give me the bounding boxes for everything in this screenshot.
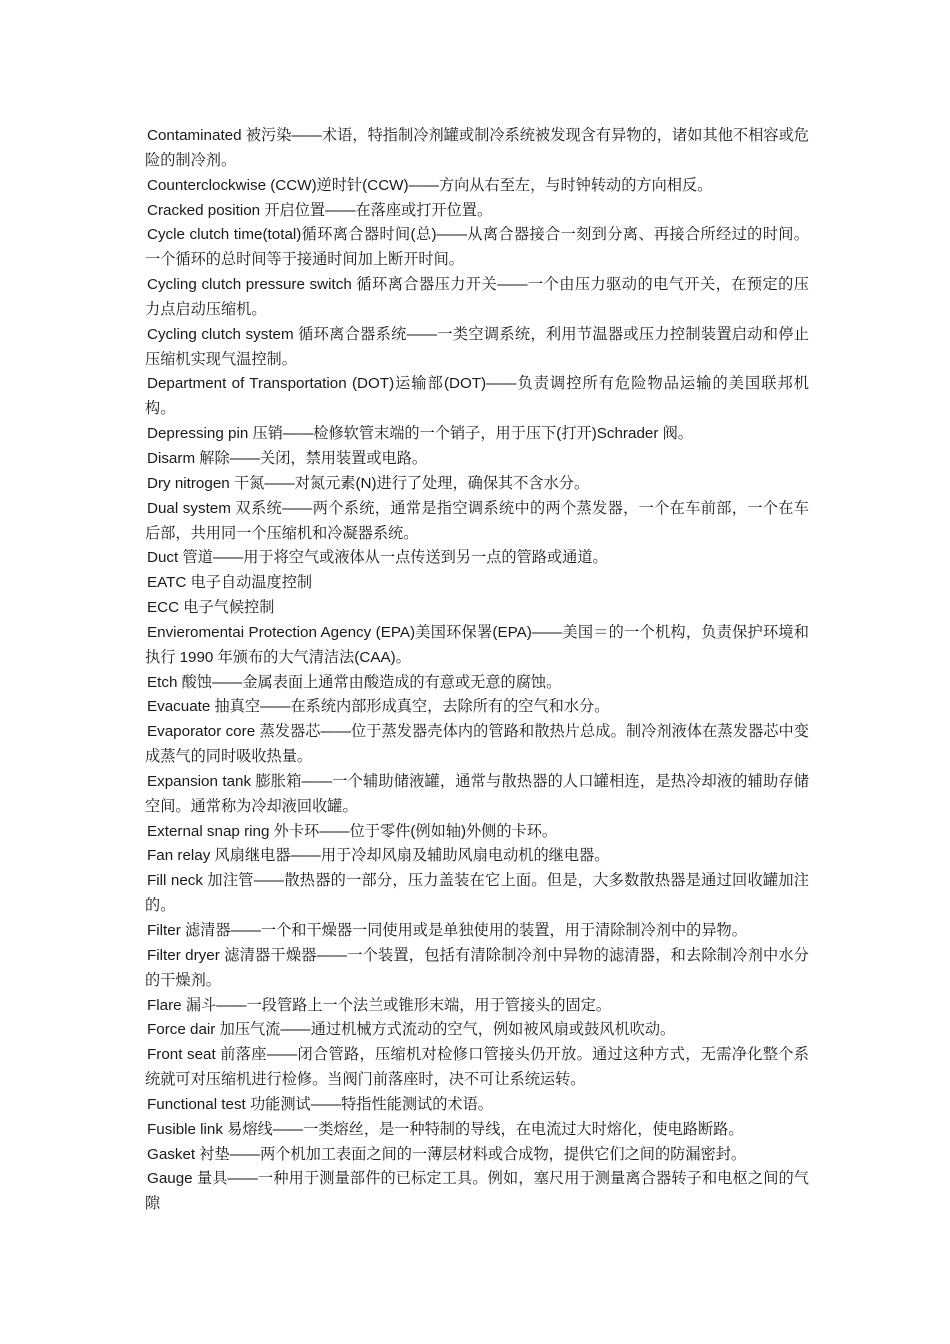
glossary-entry-dry-nitrogen: Dry nitrogen 干氮——对氮元素(N)进行了处理，确保其不含水分。 <box>147 474 590 492</box>
glossary-entry-expansion-tank: Expansion tank 膨胀箱——一个辅助储液罐，通常与散热器的人口罐相连，是热冷却液的辅助存储空间。通常称为冷却液回收罐。 <box>145 772 809 815</box>
glossary-entry-contaminated: Contaminated 被污染——术语，特指制冷剂罐或制冷系统被发现含有异物的，诸如其他不相容或危险的制冷剂。 <box>145 127 809 169</box>
glossary-entry-evacuate: Evacuate 抽真空——在系统内部形成真空，去除所有的空气和水分。 <box>147 698 610 716</box>
glossary-entry-flare: Flare 漏斗——一段管路上一个法兰或锥形末端，用于管接头的固定。 <box>147 996 612 1014</box>
glossary-entry-cycling-clutch-system: Cycling clutch system 循环离合器系统——一类空调系统，利用节温器或压力控制装置启动和停止压缩机实现气温控制。 <box>145 325 809 368</box>
glossary-entry-dual-system: Dual system 双系统——两个系统，通常是指空调系统中的两个蒸发器，一个在车前部，一个在车后部，共用同一个压缩机和冷凝器系统。 <box>145 499 809 542</box>
glossary-entry-counterclockwise: Counterclockwise (CCW)逆时针(CCW)——方向从右至左，与时钟转动的方向相反。 <box>147 176 713 194</box>
glossary-entry-fill-neck: Fill neck 加注管——散热器的一部分，压力盖装在它上面。但是，大多数散热器是通过回收罐加注的。 <box>145 872 809 915</box>
glossary-entry-gauge: Gauge 量具——一种用于测量部件的已标定工具。例如，塞尺用于测量离合器转子和电枢之间的气隙 <box>145 1170 809 1213</box>
glossary-entry-cycling-clutch-pressure-switch: Cycling clutch pressure switch 循环离合器压力开关——一个由压力驱动的电气开关，在预定的压力点启动压缩机。 <box>145 276 809 318</box>
glossary-entry-forced-air: Force dair 加压气流——通过机械方式流动的空气，例如被风扇或鼓风机吹动。 <box>147 1021 676 1039</box>
glossary-entry-epa: Envieromentai Protection Agency (EPA)美国环保署(EPA)——美国＝的一个机构，负责保护环境和执行 1990 年颁布的大气清洁法(CAA)。 <box>145 623 809 666</box>
glossary-entry-external-snap-ring: External snap ring 外卡环——位于零件(例如轴)外侧的卡环。 <box>147 822 558 840</box>
glossary-entry-disarm: Disarm 解除——关闭，禁用装置或电路。 <box>147 449 428 467</box>
glossary-entry-ecc: ECC 电子气候控制 <box>147 599 275 617</box>
glossary-entry-depressing-pin: Depressing pin 压销——检修软管末端的一个销子，用于压下(打开)Schrader 阀。 <box>147 425 693 443</box>
glossary-entry-eatc: EATC 电子自动温度控制 <box>147 574 313 592</box>
glossary-entry-cycle-clutch-time: Cycle clutch time(total)循环离合器时间(总)——从离合器接合一刻到分离、再接合所经过的时间。一个循环的总时间等于接通时间加上断开时间。 <box>145 226 809 269</box>
glossary-entry-front-seat: Front seat 前落座——闭合管路，压缩机对检修口管接头仍开放。通过这种方式，无需净化整个系统就可对压缩机进行检修。当阀门前落座时，决不可让系统运转。 <box>145 1046 809 1089</box>
glossary-entry-evaporator-core: Evaporator core 蒸发器芯——位于蒸发器壳体内的管路和散热片总成。制冷剂液体在蒸发器芯中变成蒸气的同时吸收热量。 <box>145 723 809 766</box>
glossary-entry-department-of-transportation: Department of Transportation (DOT)运输部(DOT)——负责调控所有危险物品运输的美国联邦机构。 <box>145 375 809 418</box>
glossary-entry-fusible-link: Fusible link 易熔线——一类熔丝，是一种特制的导线，在电流过大时熔化，使电路断路。 <box>147 1120 744 1138</box>
glossary-entry-etch: Etch 酸蚀——金属表面上通常由酸造成的有意或无意的腐蚀。 <box>147 673 562 691</box>
glossary-entry-gasket: Gasket 衬垫——两个机加工表面之间的一薄层材料或合成物，提供它们之间的防漏密封。 <box>147 1145 747 1163</box>
glossary-entry-filter: Filter 滤清器——一个和干燥器一同使用或是单独使用的装置，用于清除制冷剂中的异物。 <box>147 922 747 939</box>
glossary-entry-filter-dryer: Filter dryer 滤清器干燥器——一个装置，包括有清除制冷剂中异物的滤清器，和去除制冷剂中水分的干燥剂。 <box>145 946 809 989</box>
glossary-entry-fan-relay: Fan relay 风扇继电器——用于冷却风扇及辅助风扇电动机的继电器。 <box>147 847 610 865</box>
document-page <box>145 124 809 1217</box>
glossary-entry-functional-test: Functional test 功能测试——特指性能测试的术语。 <box>147 1095 493 1113</box>
glossary-entry-cracked-position: Cracked position 开启位置——在落座或打开位置。 <box>147 201 493 219</box>
glossary-entry-duct: Duct 管道——用于将空气或液体从一点传送到另一点的管路或通道。 <box>147 549 608 567</box>
